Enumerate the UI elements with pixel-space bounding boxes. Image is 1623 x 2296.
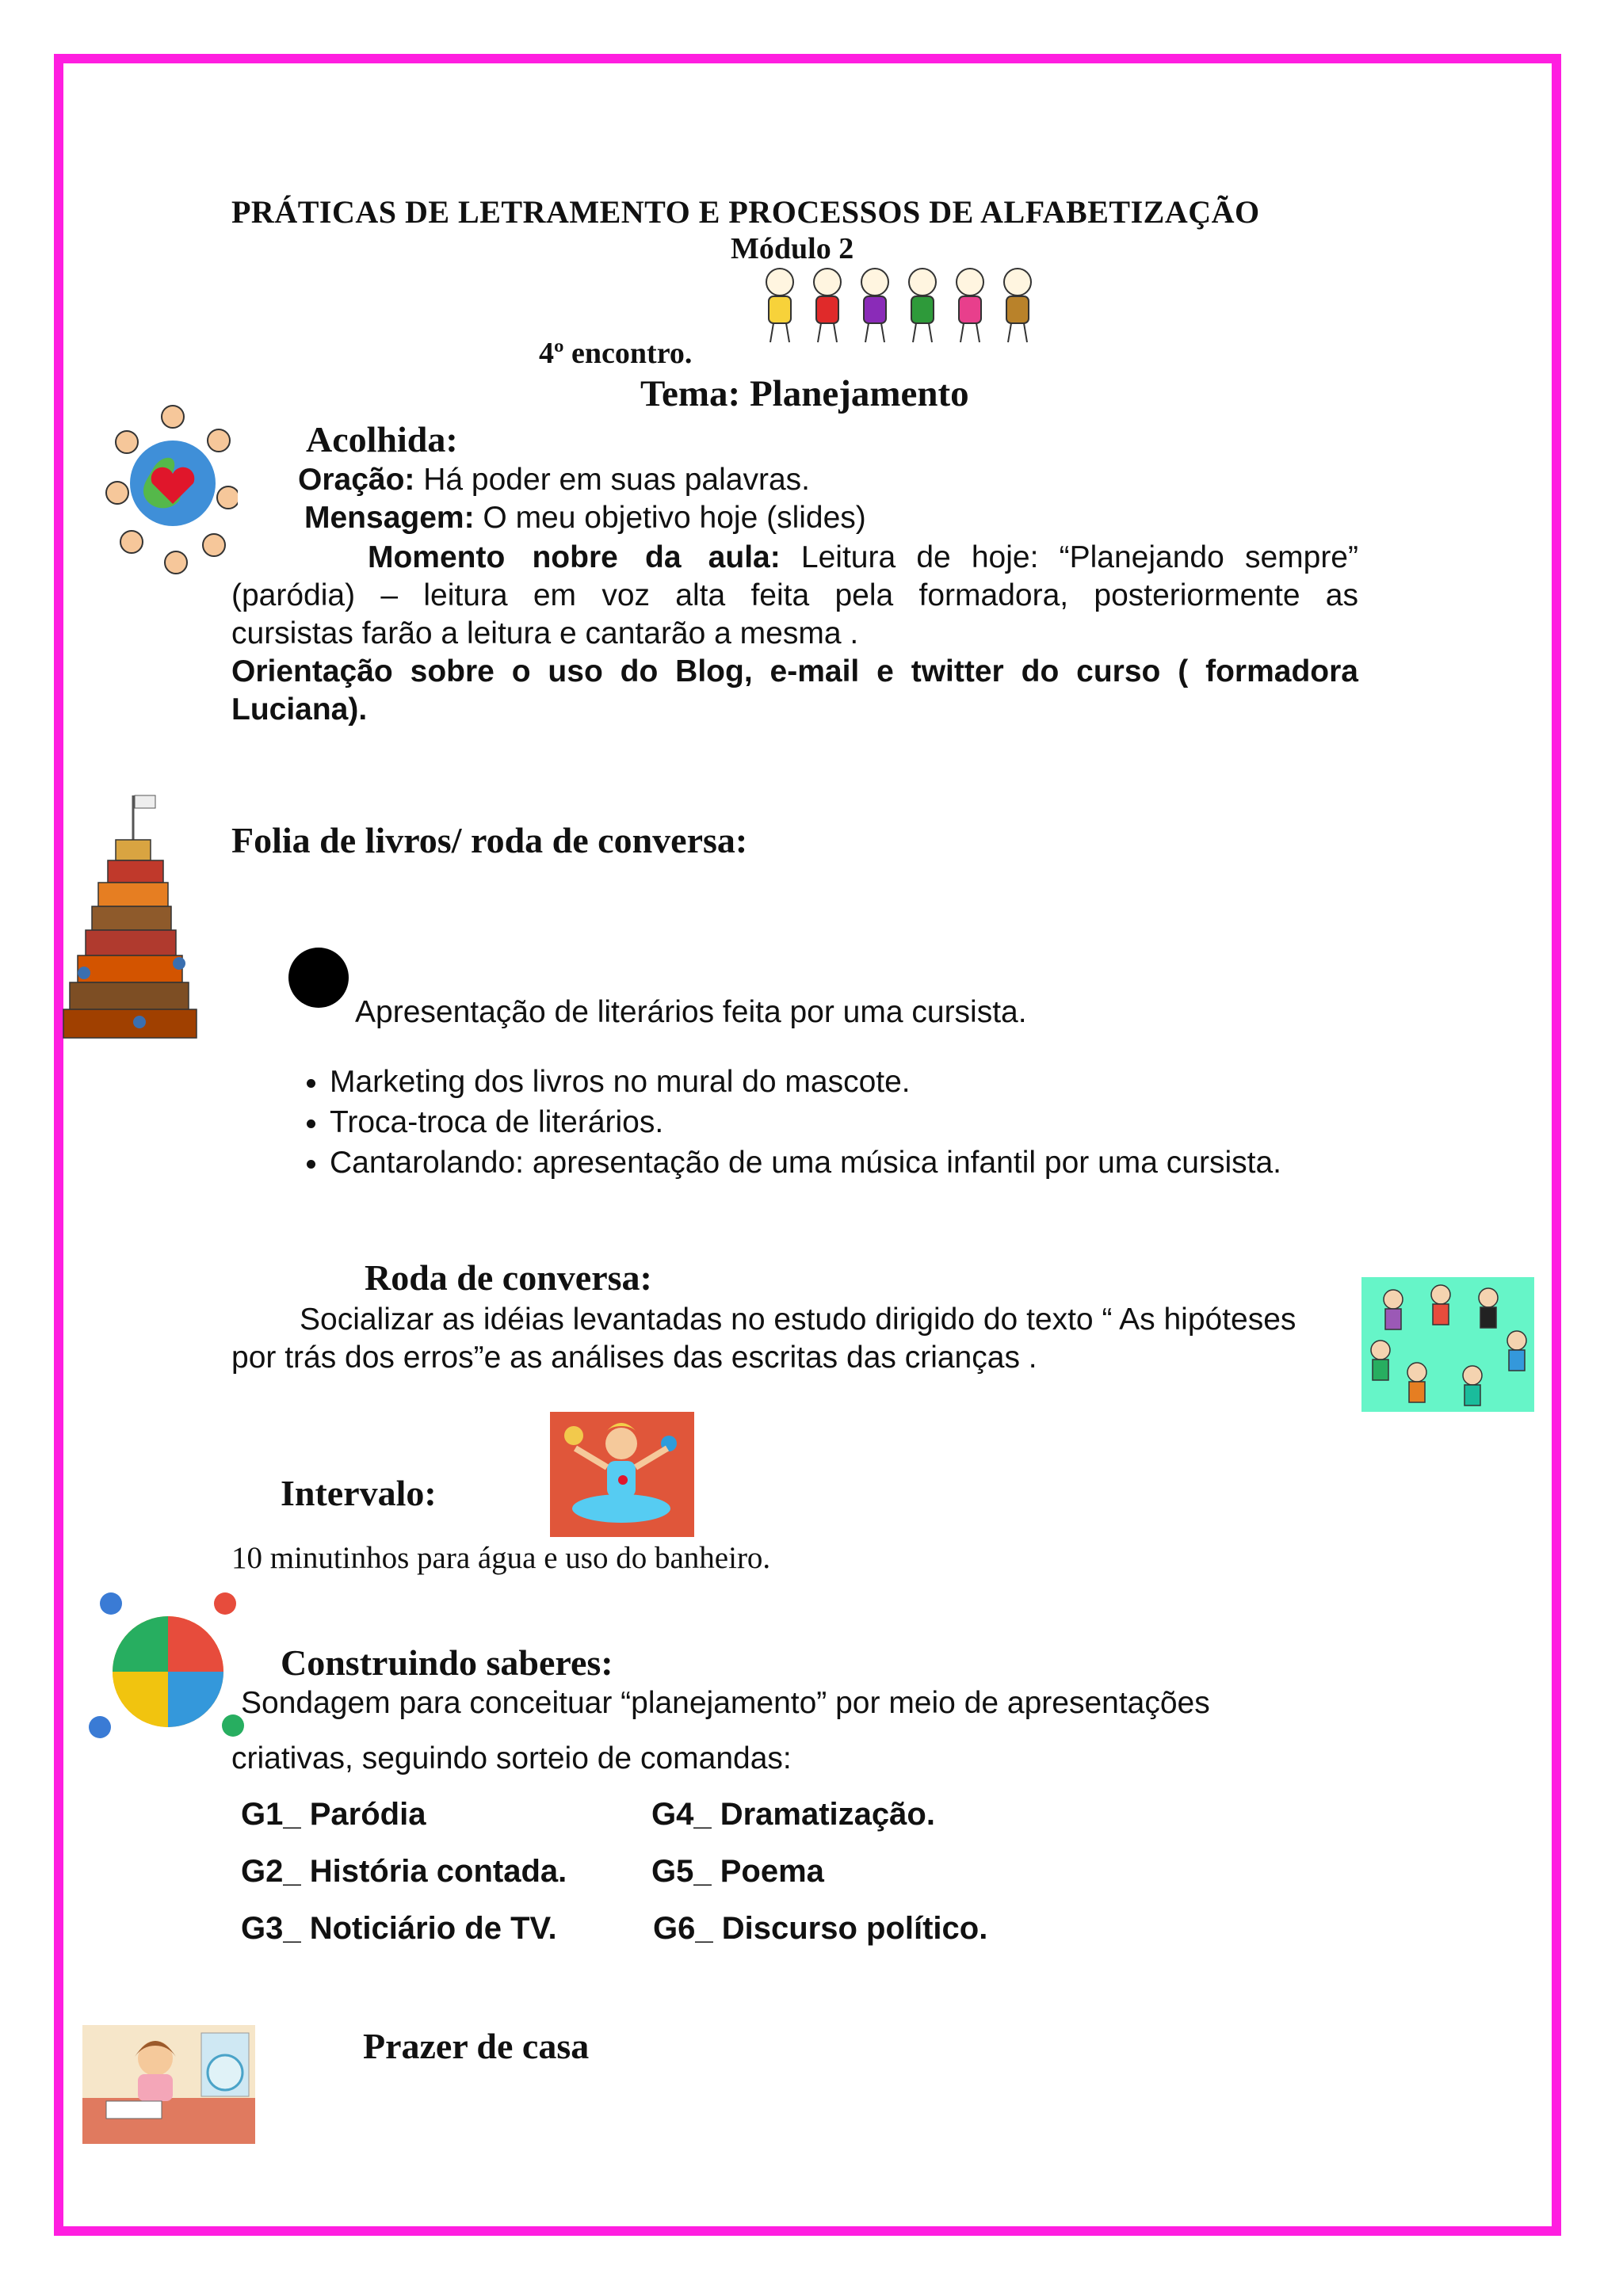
momento-line1-text: Leitura de hoje: “Planejando sempre”	[780, 540, 1358, 574]
group-cell: G4_ Dramatização.	[651, 1797, 935, 1832]
momento-label: Momento nobre da aula:	[368, 540, 781, 574]
group-cell: G6_ Discurso político.	[653, 1911, 988, 1946]
roda-line-2: por trás dos erros”e as análises das escritas das crianças .	[231, 1341, 1037, 1375]
momento-line-2: (paródia) – leitura em voz alta feita pela formadora, posteriormente as	[231, 578, 1358, 612]
group-cell: G2_ História contada.	[241, 1854, 567, 1889]
group-cell: G3_ Noticiário de TV.	[241, 1911, 557, 1946]
roda-line-1: Socializar as idéias levantadas no estudo dirigido do texto “ As hipóteses	[300, 1302, 1296, 1337]
oracao-line	[298, 461, 810, 499]
momento-line-1	[368, 539, 1358, 577]
orientacao-line-2: Luciana).	[231, 692, 368, 727]
list-item: • Cantarolando: apresentação de uma música infantil por uma cursista.	[330, 1142, 1281, 1183]
oracao-text: Há poder em suas palavras.	[414, 463, 810, 497]
children-holding-hands-image	[750, 265, 1051, 347]
children-circle-image	[1361, 1277, 1534, 1412]
meditation-woman-image	[550, 1412, 694, 1537]
document-title: PRÁTICAS DE LETRAMENTO E PROCESSOS DE ALFABETIZAÇÃO	[231, 194, 1260, 230]
puzzle-people-image	[82, 1585, 252, 1754]
globe-children-image	[103, 395, 238, 578]
construindo-line-2: criativas, seguindo sorteio de comandas:	[231, 1741, 792, 1775]
momento-line-3: cursistas farão a leitura e cantarão a mesma .	[231, 616, 859, 650]
group-cell: G5_ Poema	[651, 1854, 824, 1889]
module-label: Módulo 2	[731, 232, 854, 265]
list-item: • Marketing dos livros no mural do mascote.	[330, 1062, 1281, 1102]
construindo-heading: Construindo saberes:	[281, 1642, 613, 1683]
intervalo-text: 10 minutinhos para água e uso do banheiro.	[231, 1541, 771, 1575]
groups-row	[241, 1854, 1033, 1911]
books-pile-image	[60, 784, 203, 1046]
folia-heading: Folia de livros/ roda de conversa:	[231, 820, 748, 860]
oracao-label: Oração:	[298, 463, 415, 497]
acolhida-heading: Acolhida:	[306, 419, 458, 460]
mensagem-label: Mensagem:	[304, 501, 475, 535]
groups-row	[241, 1911, 1033, 1968]
group-cell: G1_ Paródia	[241, 1797, 426, 1832]
encounter-label: 4º encontro.	[539, 337, 693, 370]
intervalo-heading: Intervalo:	[281, 1473, 437, 1513]
groups-table	[241, 1797, 1033, 1968]
construindo-line-1: Sondagem para conceituar “planejamento” por meio de apresentações	[241, 1686, 1210, 1720]
mensagem-line	[304, 499, 866, 537]
mensagem-text: O meu objetivo hoje (slides)	[474, 501, 866, 535]
orientacao-line-1: Orientação sobre o uso do Blog, e-mail e twitter do curso ( formadora	[231, 654, 1358, 688]
theme-title: Tema: Planejamento	[640, 373, 969, 414]
large-bullet-icon	[288, 948, 349, 1008]
prazer-heading: Prazer de casa	[363, 2026, 590, 2066]
folia-first-item: Apresentação de literários feita por uma cursista.	[355, 995, 1027, 1029]
roda-heading: Roda de conversa:	[365, 1257, 652, 1298]
groups-row	[241, 1797, 1033, 1854]
girl-studying-image	[82, 2025, 255, 2144]
list-item: • Troca-troca de literários.	[330, 1102, 1281, 1142]
folia-list	[330, 1062, 1281, 1183]
